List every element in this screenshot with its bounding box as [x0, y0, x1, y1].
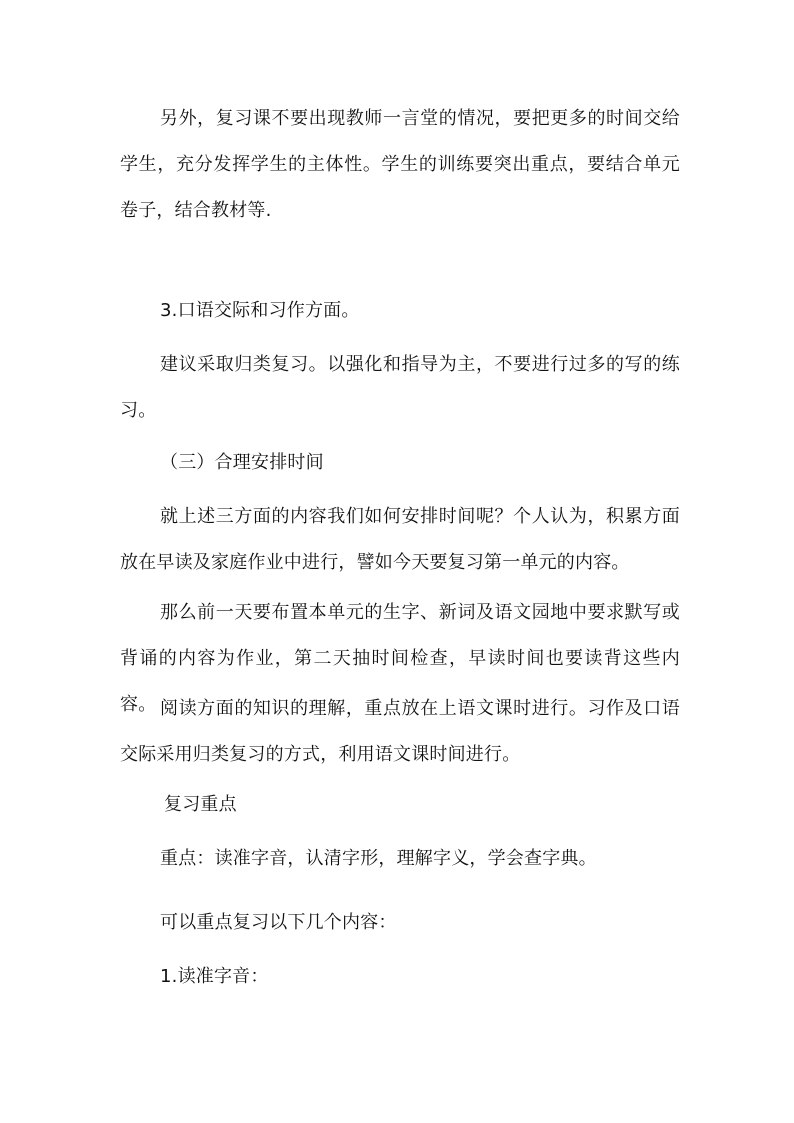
section-heading-review-focus: 复习重点 [164, 794, 237, 815]
section-heading-oral-writing: 3.口语交际和习作方面。 [160, 300, 360, 321]
paragraph-key-points: 重点：读准字音，认清字形，理解字义，学会查字典。 [160, 848, 597, 869]
list-item-read-pronunciation: 1.读准字音： [160, 966, 269, 987]
paragraph-categorized-review: 建议采取归类复习。以强化和指导为主，不要进行过多的写的练习。 [120, 354, 680, 421]
paragraph-review-class-note: 另外，复习课不要出现教师一言堂的情况，要把更多的时间交给学生，充分发挥学生的主体性。学生的训练要突出重点，要结合单元卷子，结合教材等. [120, 108, 680, 221]
section-heading-time-arrangement: （三）合理安排时间 [160, 452, 324, 473]
paragraph-time-plan: 就上述三方面的内容我们如何安排时间呢？个人认为，积累方面放在早读及家庭作业中进行，譬如今天要复习第一单元的内容。 [120, 506, 680, 573]
paragraph-homework-arrangement: 那么前一天要布置本单元的生字、新词及语文园地中要求默写或背诵的内容为作业，第二天抽时间检查，早读时间也要读背这些内容。 [120, 602, 680, 715]
paragraph-reading-and-writing: 阅读方面的知识的理解，重点放在上语文课时进行。习作及口语交际采用归类复习的方式，利用语文课时间进行。 [120, 698, 680, 765]
paragraph-review-contents-intro: 可以重点复习以下几个内容： [160, 912, 397, 933]
